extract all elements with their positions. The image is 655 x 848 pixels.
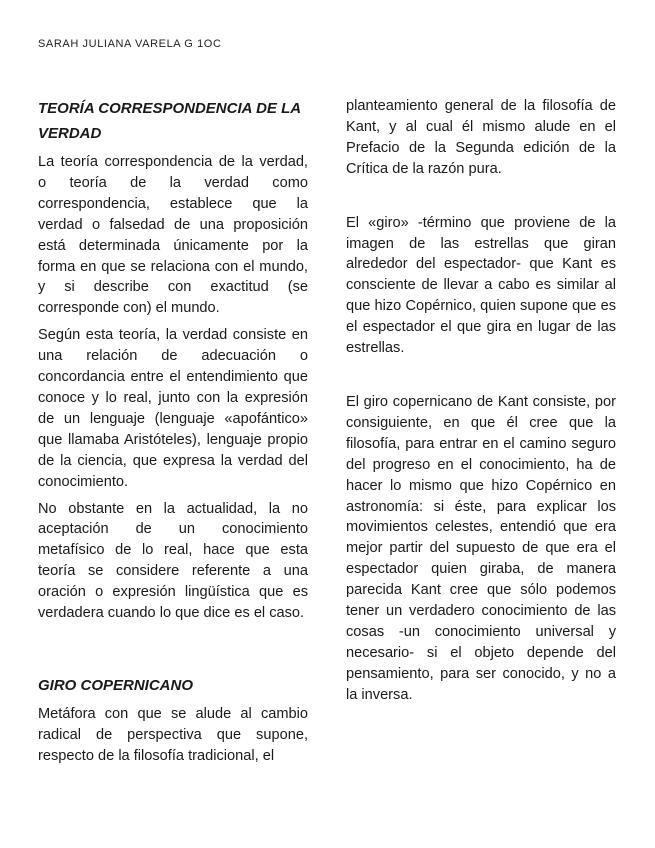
- right-column: [346, 96, 616, 739]
- paragraph: Metáfora con que se alude al cambio radical de perspectiva que supone, respecto de la filosofía tradicional, el: [38, 705, 308, 764]
- paragraph: El «giro» -término que proviene de la imagen de las estrellas que giran alrededor del espectador- que Kant es consciente de llevar a cabo es similar al que hizo Copérnico, quien supone que es el espectador el que gira en lugar de las estrellas.: [346, 214, 616, 357]
- section-title-correspondence: TEORÍA CORRESPONDENCIA DE LA VERDAD: [38, 100, 301, 142]
- paragraph: Según esta teoría, la verdad consiste en una relación de adecuación o concordancia entre el entendimiento que conoce y lo real, junto con la expresión de un lenguaje (lenguaje «apofántico» que llamaba Aristóteles), lenguaje propio de la ciencia, que expresa la verdad del conocimiento.: [38, 327, 308, 490]
- paragraph: No obstante en la actualidad, la no aceptación de un conocimiento metafísico de lo real, hace que esta teoría se considere referente a una oración o expresión lingüística que es verdadera cuando lo que dice es el caso.: [38, 500, 308, 622]
- paragraph: planteamiento general de la filosofía de Kant, y al cual él mismo alude en el Prefacio de la Segunda edición de la Crítica de la razón pura.: [346, 98, 616, 177]
- section-title-copernican: GIRO COPERNICANO: [38, 676, 194, 694]
- paragraph: La teoría correspondencia de la verdad, o teoría de la verdad como correspondencia, establece que la verdad o falsedad de una proposición está determinada únicamente por la forma en que se relaciona con el mundo, y si describe con exactitud (se corresponde con) el mundo.: [38, 154, 308, 317]
- author-header: SARAH JULIANA VARELA G 1OC: [38, 38, 222, 50]
- section-spacer: [38, 630, 308, 673]
- paragraph: El giro copernicano de Kant consiste, por consiguiente, en que él cree que la filosofía, para entrar en el camino seguro del progreso en el conocimiento, ha de hacer lo mismo que hizo Copérnico en astronomía: si éste, para explicar los movimientos celestes, entendió que era mejor partir del supuesto de que era el espectador quien giraba, de manera parecida Kant cree que sólo podemos tener un verdadero conocimiento de las cosas -un conocimiento universal y necesario- si el objeto depende del pensamiento, para ser conocido, y no a la inversa.: [346, 393, 616, 703]
- left-column: [38, 96, 308, 773]
